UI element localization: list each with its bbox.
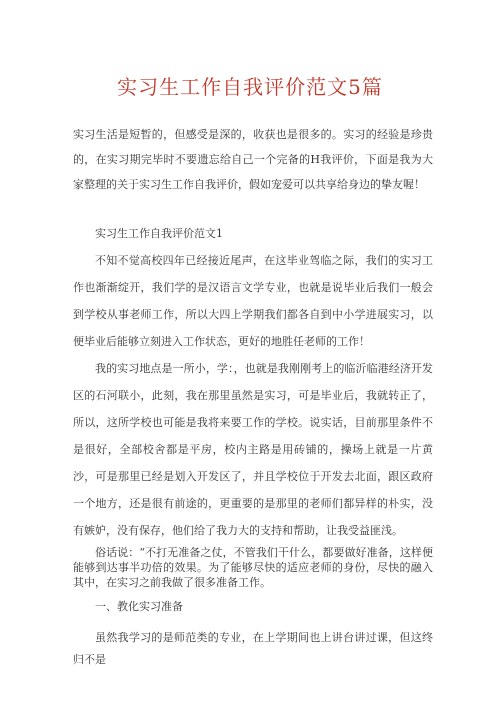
body-paragraph: 俗话说：“不打无准备之仗，不管我们干什么，都要做好准备，这样便能够到达事半功倍的效果。为了能够尽快的适应老师的身份，尽快的融入其中，在实习之前我做了很多准备工作。 [73, 546, 433, 589]
section-heading: 实习生工作自我评价范文1 [95, 227, 223, 240]
subheading: 一、教化实习准备 [95, 600, 183, 613]
body-paragraph: 我的实习地点是一所小，学：，也就是我刚刚考上的临沂临港经济开发区的石河联小，此刻，我在那里虽然是实习，可是毕业后，我就转正了，所以，这所学校也可能是我将来要工作的学校。说实话，目前那里条件不是很好，全部校舍都是平房，校内主路是用砖铺的，操场上就是一片黄沙，可是那里已经是划入开发区了，并且学校位于开发去北面，跟区政府一个地方，还是很有前途的，更重要的是那里的老师们都异样的朴实，没有嫉妒，没有保存，他们给了我力大的支持和帮助，让我受益匪浅。 [73, 362, 433, 537]
document-title: 实习生工作自我评价范文5篇 [117, 75, 383, 99]
body-paragraph: 不知不觉高校四年已经接近尾声，在这毕业驾临之际，我们的实习工作也渐渐绽开，我们学的是汉语言文学专业，也就是说毕业后我们一般会到学校从事老师工作，所以大四上学期我们都各自到中小学进展实习，以便毕业后能够立刻进入工作状态，更好的地胜任老师的工作！ [73, 254, 433, 348]
body-paragraph: 虽然我学习的是师范类的专业，在上学期间也上讲台讲过课，但这终归不是 [73, 631, 433, 666]
intro-paragraph: 实习生活是短暂的，但感受是深的，收获也是很多的。实习的经验是珍贵的，在实习期完毕时不要遗忘给自己一个完备的H我评价，下面是我为大家整理的关于实习生工作自我评价，假如宠爱可以共享给身边的挚友喔！ [73, 128, 433, 191]
